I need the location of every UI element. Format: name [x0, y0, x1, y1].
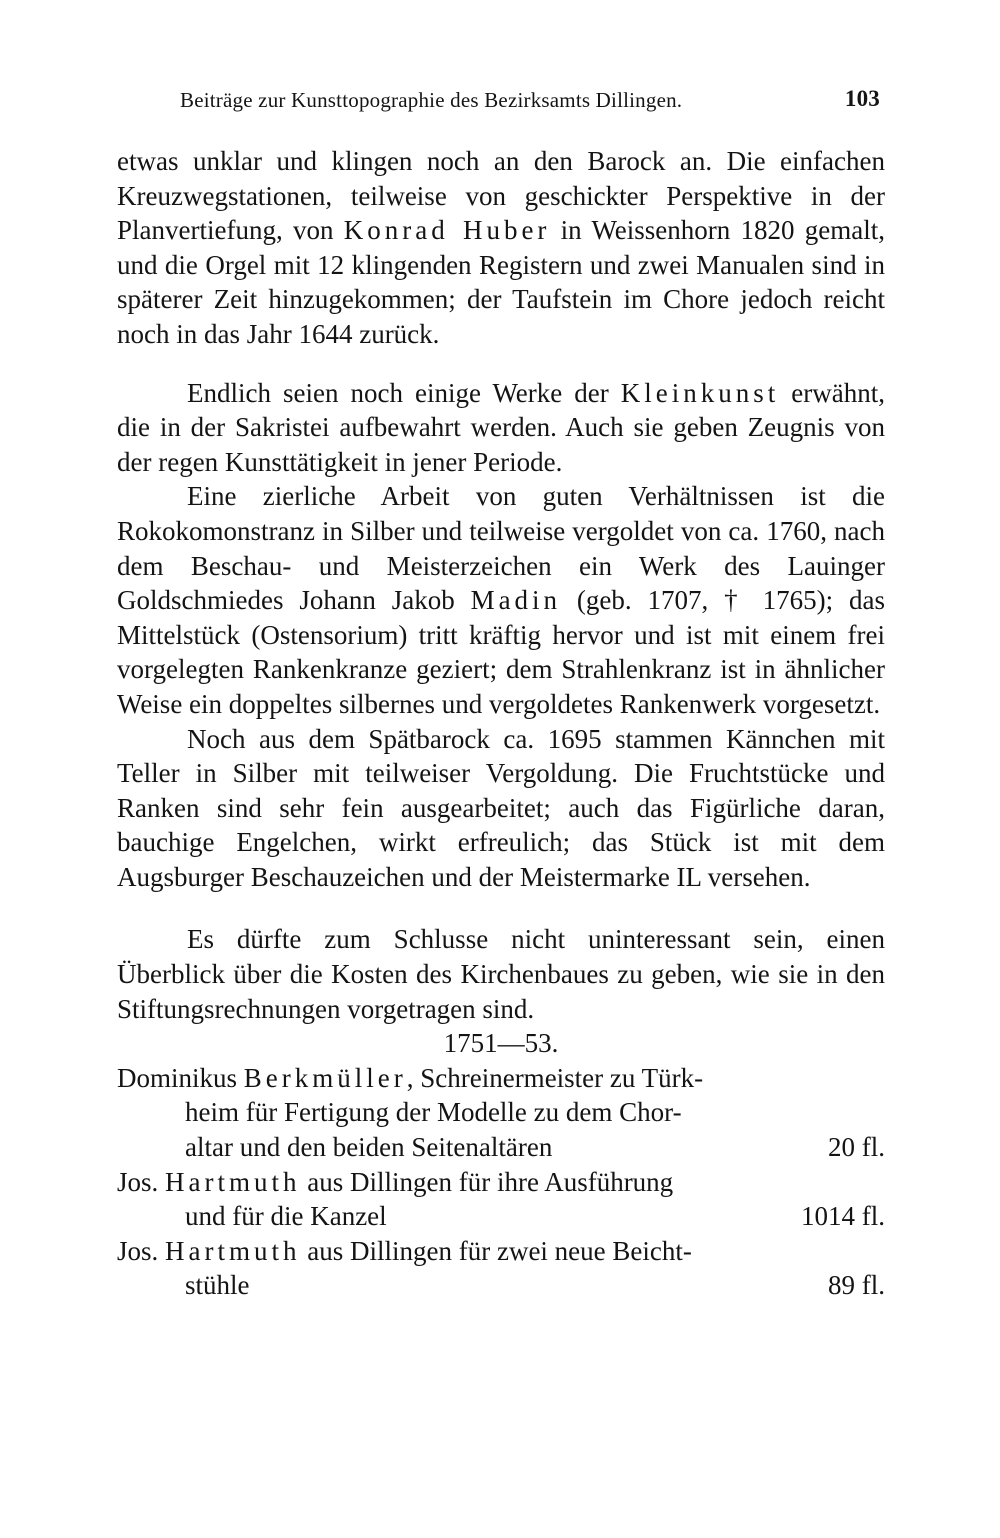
account-entry-first-line: [117, 1061, 885, 1096]
paragraph-5: Es dürfte zum Schlusse nicht uninteressant sein, einen Überblick über die Kosten des Kirchenbaues zu geben, wie sie in den Stiftungsrechnungen vorgetragen sind.: [117, 924, 885, 1024]
account-entry-continuation: heim für Fertigung der Modelle zu dem Chor-: [185, 1097, 682, 1128]
paragraph-gap: [117, 352, 885, 376]
entry-prefix: Jos.: [117, 1235, 166, 1266]
account-entry-first-line: [117, 1234, 885, 1269]
entry-name: Hartmuth: [165, 1235, 301, 1266]
paragraph-gap: [117, 894, 885, 922]
account-entry-first-line: [117, 1165, 885, 1200]
account-entry-continuation: altar und den beiden Seitenaltären: [185, 1132, 553, 1163]
paragraph-2-text-a: Endlich seien noch einige Werke der: [187, 377, 621, 408]
paragraph-3-text-b: (geb. 1707, † 1765); das Mittelstück (Ostensorium) tritt kräftig hervor und ist mit einem frei vorgelegten Rankenkranze geziert; dem Strahlenkranz ist in ähnlicher Weise ein doppeltes silbernes und vergoldetes Rankenwerk vorgesetzt.: [117, 585, 885, 719]
account-entry-continuation: und für die Kanzel: [185, 1201, 387, 1232]
entry-text: aus Dillingen für ihre Ausführung: [300, 1166, 674, 1197]
paragraph-3: [117, 479, 885, 721]
entry-amount: 20 fl.: [828, 1132, 885, 1163]
entry-prefix: Jos.: [117, 1166, 166, 1197]
artist-name-huber: Konrad Huber: [343, 215, 551, 246]
entry-amount: 1014 fl.: [801, 1201, 885, 1232]
accounts-year: 1751—53.: [443, 1028, 559, 1059]
entry-amount: 89 fl.: [828, 1270, 885, 1301]
paragraph-1-text-a: etwas unklar und klingen noch an den Barock an. Die einfachen Kreuzwegstationen, teilweise von geschickter Perspektive in der Planvertiefung, von: [117, 146, 885, 246]
entry-text: aus Dillingen für zwei neue Beicht-: [300, 1235, 692, 1266]
paragraph-2: [117, 376, 885, 480]
artist-name-madin: Madin: [470, 585, 562, 616]
entry-prefix: Dominikus: [117, 1062, 244, 1093]
paragraph-1-text-b: in Weissenhorn 1820 gemalt, und die Orgel mit 12 klingenden Registern und zwei Manualen sind in späterer Zeit hinzugekommen; der Taufstein im Chore jedoch reicht noch in das Jahr 1644 zurück.: [117, 215, 885, 349]
paragraph-4: Noch aus dem Spätbarock ca. 1695 stammen Kännchen mit Teller in Silber mit teilweiser Vergoldung. Die Fruchtstücke und Ranken sind sehr fein ausgearbeitet; auch das Figürliche daran, bauchige Engelchen, wirkt erfreulich; das Stück ist mit dem Augsburger Beschauzeichen und der Meistermarke IL versehen.: [117, 723, 885, 892]
entry-name: Hartmuth: [165, 1166, 301, 1197]
running-title: Beiträge zur Kunsttopographie des Bezirksamts Dillingen.: [180, 88, 683, 112]
paragraph-2-text-b: erwähnt, die in der Sakristei aufbewahrt werden. Auch sie geben Zeugnis von der regen Kunsttätigkeit in jener Periode.: [117, 377, 885, 477]
term-kleinkunst: Kleinkunst: [620, 377, 780, 408]
body-text: [117, 144, 885, 1303]
account-entry: [117, 1061, 885, 1165]
account-entry: [117, 1234, 885, 1303]
entry-text: , Schreinermeister zu Türk-: [406, 1062, 704, 1093]
paragraph-3-text-a: Eine zierliche Arbeit von guten Verhältnissen ist die Rokokomonstranz in Silber und teilweise vergoldet von ca. 1760, nach dem Beschau- und Meisterzeichen ein Werk des Lauinger Goldschmiedes Johann Jakob: [117, 481, 885, 616]
paragraph-1: [117, 144, 885, 352]
account-entry-continuation: stühle: [185, 1270, 250, 1301]
page-number: 103: [844, 86, 880, 111]
entry-name: Berkmüller: [243, 1062, 407, 1093]
account-entry: [117, 1165, 885, 1234]
